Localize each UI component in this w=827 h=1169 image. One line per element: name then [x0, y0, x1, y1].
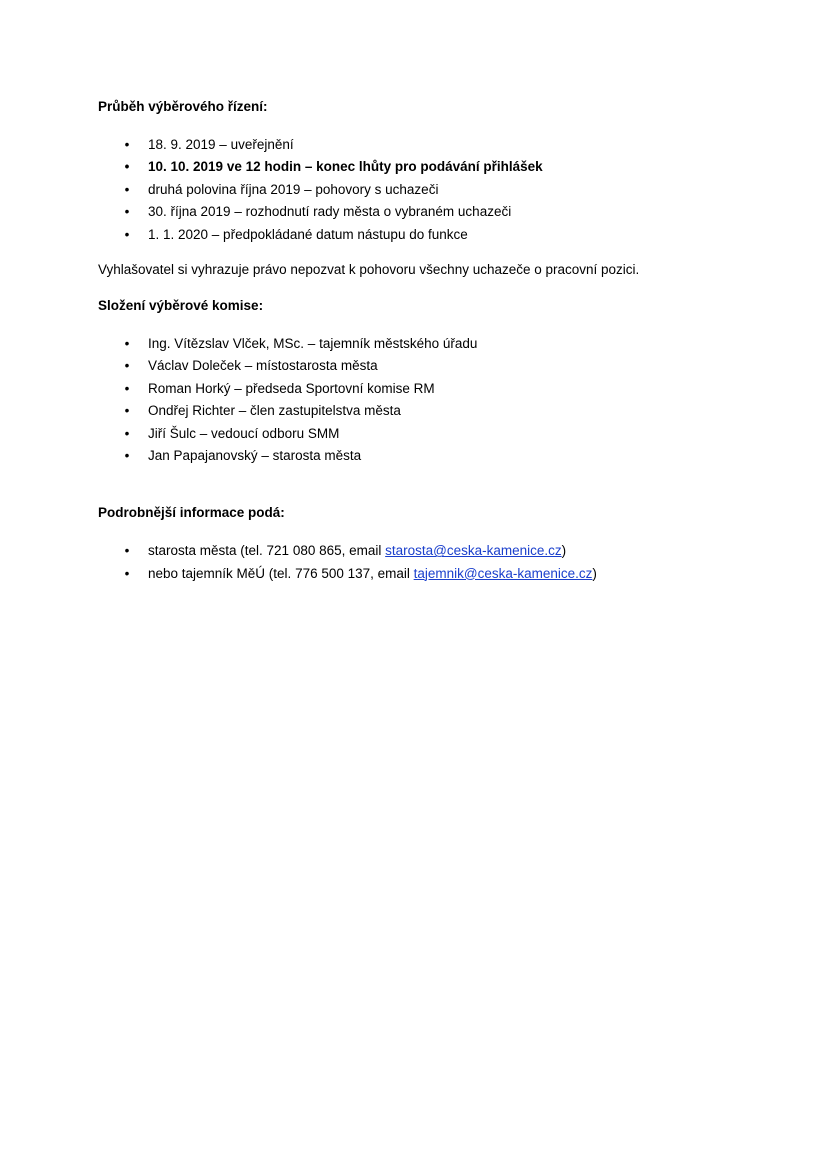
list-item: • Václav Doleček – místostarosta města — [98, 355, 758, 377]
bullet-icon: • — [124, 358, 130, 374]
bullet-icon: • — [124, 425, 130, 441]
email-link-tajemnik[interactable]: tajemnik@ceska-kamenice.cz — [413, 565, 593, 581]
bullet-icon: • — [124, 403, 130, 419]
list-item: • Ondřej Richter – člen zastupitelstva města — [98, 400, 758, 422]
document-page — [98, 97, 758, 585]
bullet-icon: • — [124, 181, 130, 197]
committee-list — [98, 333, 758, 467]
bullet-icon: • — [124, 565, 130, 581]
bullet-icon: • — [124, 335, 130, 351]
list-item: • 10. 10. 2019 ve 12 hodin – konec lhůty pro podávání přihlášek — [98, 156, 758, 178]
email-link-starosta[interactable]: starosta@ceska-kamenice.cz — [385, 543, 562, 559]
list-item: • Jiří Šulc – vedoucí odboru SMM — [98, 423, 758, 445]
list-item: • Jan Papajanovský – starosta města — [98, 445, 758, 467]
schedule-list — [98, 134, 758, 246]
bullet-icon: • — [124, 447, 130, 463]
list-item: • Roman Horký – předseda Sportovní komise RM — [98, 378, 758, 400]
list-item: • starosta města (tel. 721 080 865, email starosta@ceska-kamenice.cz) — [98, 540, 758, 562]
bullet-icon: • — [124, 380, 130, 396]
list-item: • druhá polovina října 2019 – pohovory s uchazeči — [98, 179, 758, 201]
bullet-icon: • — [124, 226, 130, 242]
list-item: • nebo tajemník MěÚ (tel. 776 500 137, email tajemnik@ceska-kamenice.cz) — [98, 563, 758, 585]
bullet-icon: • — [124, 204, 130, 220]
disclaimer-paragraph: Vyhlašovatel si vyhrazuje právo nepozvat k pohovoru všechny uchazeče o pracovní pozici. — [98, 261, 640, 277]
list-item: • 18. 9. 2019 – uveřejnění — [98, 134, 758, 156]
schedule-heading: Průběh výběrového řízení: — [98, 99, 268, 114]
bullet-icon: • — [124, 159, 130, 175]
contacts-heading: Podrobnější informace podá: — [98, 505, 285, 521]
list-item: • 1. 1. 2020 – předpokládané datum nástupu do funkce — [98, 224, 758, 246]
list-item: • Ing. Vítězslav Vlček, MSc. – tajemník městského úřadu — [98, 333, 758, 355]
bullet-icon: • — [124, 543, 130, 559]
committee-heading: Složení výběrové komise: — [98, 297, 264, 313]
list-item: • 30. října 2019 – rozhodnutí rady města o vybraném uchazeči — [98, 201, 758, 223]
bullet-icon: • — [124, 137, 130, 152]
contacts-list — [98, 540, 758, 585]
